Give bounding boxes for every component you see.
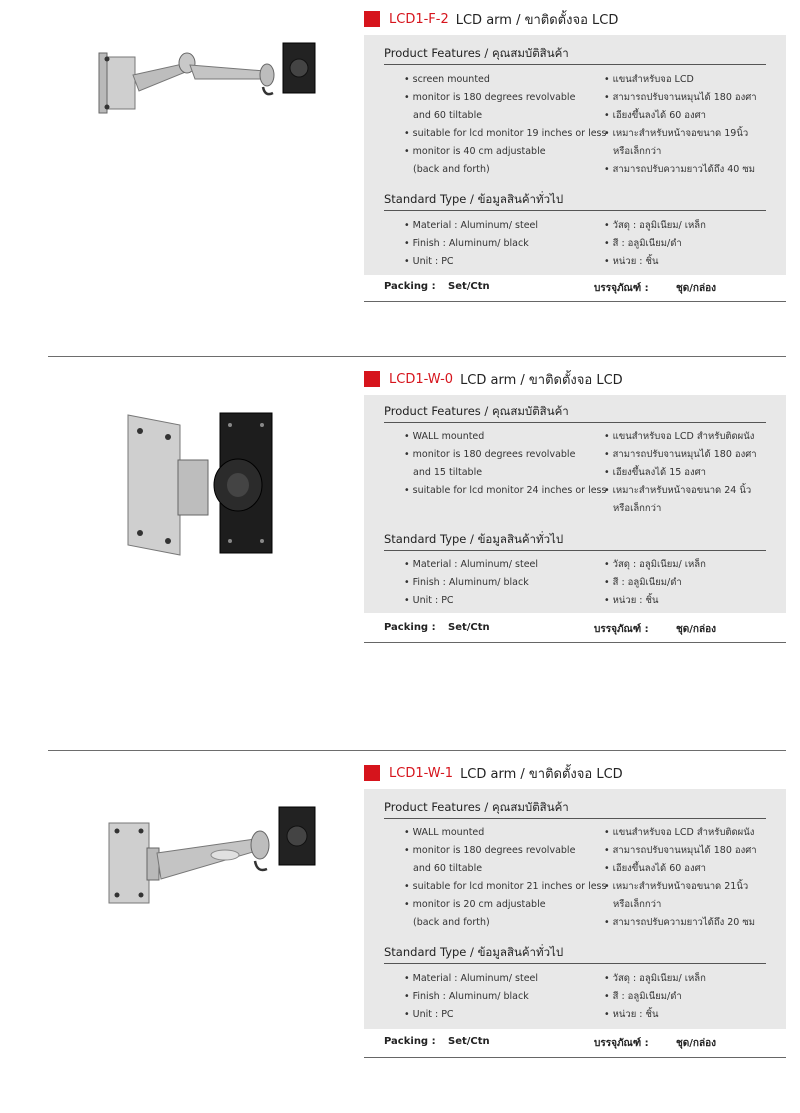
list-item: หรือเล็กกว่า [613,899,662,910]
product-title: LCD arm / ขาติดตั้งจอ LCD [455,12,619,28]
list-item: • Material : Aluminum/ steel [404,220,539,231]
standard-list-en [404,970,538,1024]
red-square-icon [364,11,380,27]
list-item: • หน่วย : ชิ้น [604,256,659,267]
packing-underline [364,1057,786,1058]
standard-list-en [404,217,538,271]
list-item: • Material : Aluminum/ steel [404,559,539,570]
product-title-row [364,369,623,389]
list-item: • monitor is 20 cm adjustable [404,899,546,910]
list-item: • แขนสำหรับจอ LCD [604,74,694,85]
packing-th-value: ชุด/กล่อง [676,283,717,294]
list-item: and 60 tiltable [413,110,483,121]
list-item: • เหมาะสำหรับหน้าจอขนาด 19นิ้ว [604,128,749,139]
features-list-en [404,824,606,932]
list-item: (back and forth) [413,164,490,175]
packing-th-label: บรรจุภัณฑ์ : [594,283,649,294]
features-list-th [604,71,757,179]
packing-label: Packing : [384,1036,436,1047]
list-item: • monitor is 40 cm adjustable [404,146,546,157]
list-item: • สี : อลูมิเนียม/ดำ [604,577,682,588]
list-item: • Unit : PC [404,1009,454,1020]
lcd-arm-swing-icon [95,35,320,125]
packing-value: Set/Ctn [448,1036,490,1047]
features-heading: Product Features / คุณสมบัติสินค้า [384,46,569,60]
packing-row [364,1034,786,1052]
standard-heading: Standard Type / ข้อมูลสินค้าทั่วไป [384,945,564,959]
packing-label: Packing : [384,622,436,633]
product-title-row [364,9,618,29]
list-item: and 60 tiltable [413,863,483,874]
product-title: LCD arm / ขาติดตั้งจอ LCD [460,766,623,782]
list-item: • Finish : Aluminum/ black [404,991,529,1002]
list-item: • สามารถปรับความยาวได้ถึง 20 ซม [604,917,756,928]
features-list-th [604,428,757,518]
lcd-arm-wall-icon [105,803,325,923]
product-title-row [364,763,623,783]
list-item: • Finish : Aluminum/ black [404,238,529,249]
list-item: • หน่วย : ชิ้น [604,595,659,606]
features-panel [364,395,786,613]
list-item: • Material : Aluminum/ steel [404,973,539,984]
list-item: • เหมาะสำหรับหน้าจอขนาด 21นิ้ว [604,881,749,892]
heading-underline [384,210,766,211]
product-title: LCD arm / ขาติดตั้งจอ LCD [460,372,623,388]
list-item: • สามารถปรับความยาวได้ถึง 40 ซม [604,164,756,175]
list-item: • Unit : PC [404,595,454,606]
packing-underline [364,301,786,302]
list-item: • สามารถปรับจานหมุนได้ 180 องศา [604,92,757,103]
list-item: • วัสดุ : อลูมิเนียม/ เหล็ก [604,973,706,984]
list-item: • monitor is 180 degrees revolvable [404,845,576,856]
list-item: • WALL mounted [404,827,485,838]
features-heading: Product Features / คุณสมบัติสินค้า [384,404,569,418]
section-divider [48,356,786,357]
list-item: • วัสดุ : อลูมิเนียม/ เหล็ก [604,220,706,231]
red-square-icon [364,371,380,387]
red-square-icon [364,765,380,781]
list-item: หรือเล็กกว่า [613,503,662,514]
list-item: • สามารถปรับจานหมุนได้ 180 องศา [604,449,757,460]
packing-value: Set/Ctn [448,622,490,633]
standard-list-th [604,217,706,271]
packing-row [364,279,786,297]
standard-list-th [604,556,706,610]
list-item: • WALL mounted [404,431,485,442]
list-item: • แขนสำหรับจอ LCD สำหรับติดผนัง [604,431,755,442]
standard-heading: Standard Type / ข้อมูลสินค้าทั่วไป [384,532,564,546]
list-item: • Finish : Aluminum/ black [404,577,529,588]
list-item: • สี : อลูมิเนียม/ดำ [604,991,682,1002]
list-item: • Unit : PC [404,256,454,267]
packing-label: Packing : [384,281,436,292]
list-item: • suitable for lcd monitor 19 inches or less [404,128,607,139]
standard-list-th [604,970,706,1024]
heading-underline [384,550,766,551]
packing-th-value: ชุด/กล่อง [676,624,717,635]
list-item: • monitor is 180 degrees revolvable [404,92,576,103]
list-item: • วัสดุ : อลูมิเนียม/ เหล็ก [604,559,706,570]
packing-th-label: บรรจุภัณฑ์ : [594,624,649,635]
features-list-en [404,428,606,500]
packing-value: Set/Ctn [448,281,490,292]
list-item: • suitable for lcd monitor 21 inches or less [404,881,607,892]
features-panel [364,35,786,275]
packing-row [364,620,786,638]
section-divider [48,750,786,751]
list-item: • เหมาะสำหรับหน้าจอขนาด 24 นิ้ว [604,485,752,496]
list-item: • สามารถปรับจานหมุนได้ 180 องศา [604,845,757,856]
list-item: • เอียงขึ้นลงได้ 60 องศา [604,863,707,874]
list-item: • แขนสำหรับจอ LCD สำหรับติดผนัง [604,827,755,838]
list-item: • suitable for lcd monitor 24 inches or less [404,485,607,496]
heading-underline [384,64,766,65]
features-heading: Product Features / คุณสมบัติสินค้า [384,800,569,814]
heading-underline [384,963,766,964]
list-item: หรือเล็กกว่า [613,146,662,157]
standard-heading: Standard Type / ข้อมูลสินค้าทั่วไป [384,192,564,206]
features-list-th [604,824,757,932]
list-item: and 15 tiltable [413,467,483,478]
heading-underline [384,422,766,423]
list-item: • screen mounted [404,74,490,85]
standard-list-en [404,556,538,610]
features-list-en [404,71,606,179]
model-code: LCD1-W-1 [389,765,454,781]
list-item: • สี : อลูมิเนียม/ดำ [604,238,682,249]
packing-th-value: ชุด/กล่อง [676,1038,717,1049]
model-code: LCD1-F-2 [389,11,449,27]
packing-th-label: บรรจุภัณฑ์ : [594,1038,649,1049]
features-panel [364,789,786,1029]
lcd-wall-mount-icon [120,405,280,565]
list-item: • เอียงขึ้นลงได้ 60 องศา [604,110,707,121]
packing-underline [364,642,786,643]
list-item: • หน่วย : ชิ้น [604,1009,659,1020]
list-item: • monitor is 180 degrees revolvable [404,449,576,460]
heading-underline [384,818,766,819]
model-code: LCD1-W-0 [389,371,454,387]
list-item: • เอียงขึ้นลงได้ 15 องศา [604,467,707,478]
list-item: (back and forth) [413,917,490,928]
